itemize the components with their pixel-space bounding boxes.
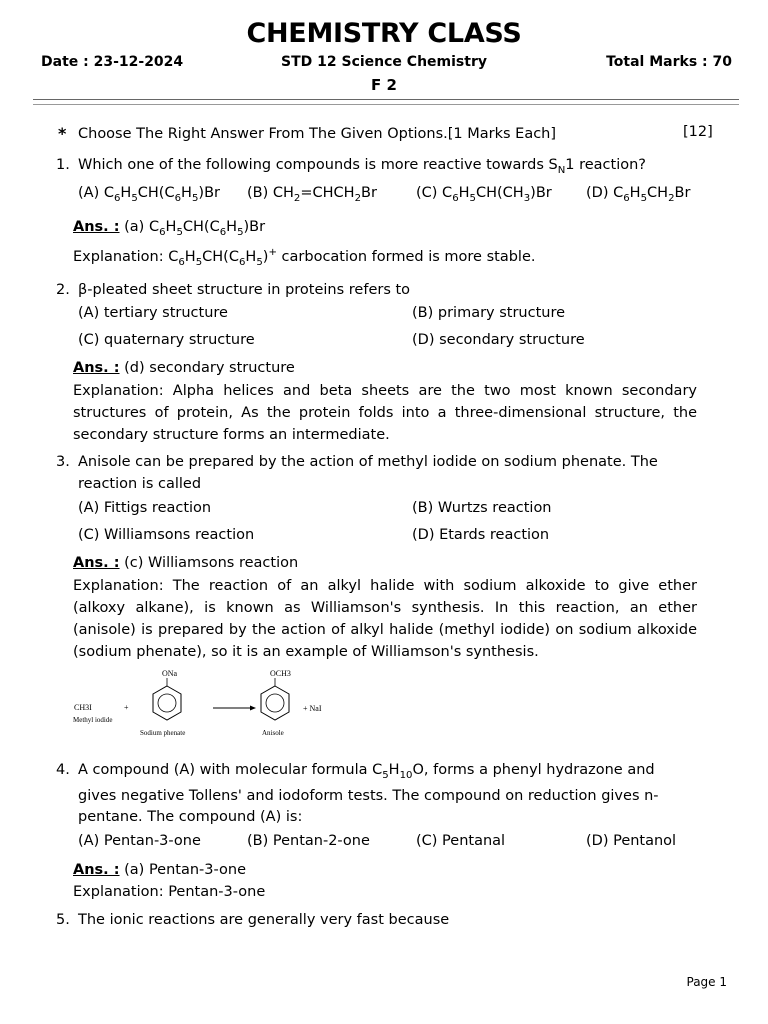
page-number: Page 1	[686, 975, 727, 989]
explanation: Explanation: The reaction of an alkyl halide with sodium alkoxide to give ether (alkoxy alkane), is known as Williamson's synthesis. In this reaction, an ether (anisole) is prepared by the action of alkyl halide (methyl iodide) on sodium alkoxide (sodium phenate), so it is an example of Williamson's synthesis.	[73, 578, 697, 660]
answer: Ans. : (d) secondary structure	[73, 360, 295, 376]
section-marks: [12]	[683, 124, 713, 140]
option-c: (C) Williamsons reaction	[78, 527, 255, 543]
benzene-ring-icon	[153, 686, 181, 720]
question-text-cont: reaction is called	[78, 476, 202, 492]
substituent-ona: ONa	[162, 669, 178, 678]
option-a: (A) tertiary structure	[78, 305, 228, 321]
option-d: (D) Etards reaction	[412, 527, 550, 543]
aromatic-circle-icon	[266, 694, 284, 712]
question-text: The ionic reactions are generally very fast because	[78, 912, 450, 928]
option-c: (C) quaternary structure	[78, 332, 255, 348]
answer: Ans. : (a) Pentan-3-one	[73, 862, 246, 878]
subject-label: STD 12 Science Chemistry	[281, 54, 487, 70]
option-b: (B) Pentan-2-one	[247, 833, 370, 849]
explanation: Explanation: Pentan-3-one	[73, 884, 266, 900]
reactant-methyl-iodide: CH3I	[74, 703, 92, 712]
option-c: (C) Pentanal	[416, 833, 506, 849]
question-text: Anisole can be prepared by the action of methyl iodide on sodium phenate. The	[78, 454, 658, 470]
total-marks: Total Marks : 70	[606, 54, 732, 70]
question-number: 4.	[56, 762, 70, 778]
option-d: (D) secondary structure	[412, 332, 585, 348]
arrow-head-icon	[250, 706, 256, 711]
question-number: 3.	[56, 454, 70, 470]
question-text: Which one of the following compounds is more reactive towards $S_N1$ reaction?	[78, 157, 646, 176]
option-a: (A) Pentan-3-one	[78, 833, 201, 849]
question-text: A compound (A) with molecular formula $C_5H_{10}O$, forms a phenyl hydrazone and	[78, 762, 655, 781]
option-b: (B) primary structure	[412, 305, 566, 321]
question-text: β-pleated sheet structure in proteins refers to	[78, 282, 411, 298]
question-number: 5.	[56, 912, 70, 928]
option-c: (C) $C_6H_5CH(CH_3)Br$	[416, 185, 552, 204]
section-instruction: Choose The Right Answer From The Given Options.[1 Marks Each]	[78, 126, 557, 142]
option-d: (D) $C_6H_5CH_2Br$	[586, 185, 691, 204]
question-text-cont: pentane. The compound (A) is:	[78, 809, 303, 825]
product-label: Anisole	[262, 729, 284, 737]
option-b: (B) Wurtzs reaction	[412, 500, 552, 516]
question-number: 1.	[56, 157, 70, 173]
aromatic-circle-icon	[158, 694, 176, 712]
substituent-och3: OCH3	[270, 669, 291, 678]
explanation: Explanation: Alpha helices and beta sheets are the two most known secondary structures of protein, As the protein folds into a three-dimensional structure, the secondary structure forms an intermediate.	[73, 383, 697, 443]
option-d: (D) Pentanol	[586, 833, 677, 849]
reactant-label: Methyl iodide	[73, 716, 113, 724]
plus-sign: +	[124, 703, 129, 712]
paper-code: F 2	[371, 76, 397, 94]
section-bullet: *	[58, 124, 67, 143]
header-divider	[33, 99, 739, 100]
answer: Ans. : (c) Williamsons reaction	[73, 555, 299, 571]
option-b: (B) $CH_2=CHCH_2Br$	[247, 185, 377, 204]
explanation: Explanation: $C_6H_5CH(C_6H_5)^+$ carbocation formed is more stable.	[73, 247, 536, 268]
reactant-label: Sodium phenate	[140, 729, 186, 737]
answer: Ans. : (a) $C_6H_5CH(C_6H_5)Br$	[73, 219, 266, 238]
exam-date: Date : 23-12-2024	[41, 54, 184, 70]
header-divider-secondary	[33, 104, 739, 105]
byproduct-label: + NaI	[303, 704, 322, 713]
option-a: (A) $C_6H_5CH(C_6H_5)Br$	[78, 185, 220, 204]
benzene-ring-icon	[261, 686, 289, 720]
page-title: CHEMISTRY CLASS	[246, 18, 522, 49]
question-text-cont: gives negative Tollens' and iodoform tests. The compound on reduction gives n-	[78, 788, 659, 804]
question-number: 2.	[56, 282, 70, 298]
williamson-reaction-diagram	[70, 662, 370, 742]
option-a: (A) Fittigs reaction	[78, 500, 212, 516]
